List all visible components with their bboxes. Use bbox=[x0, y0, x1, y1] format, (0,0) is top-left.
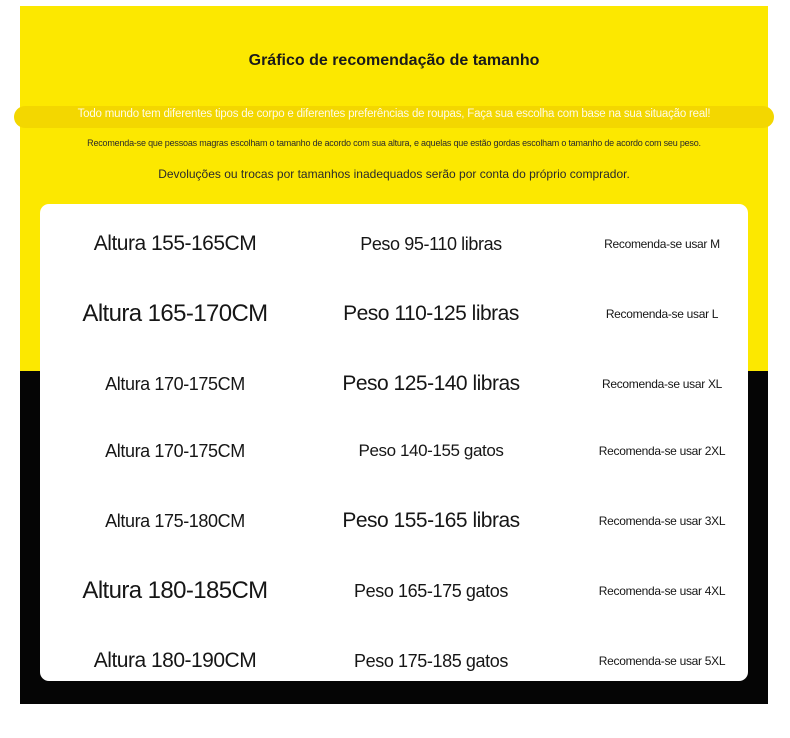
recommended-size: Recomenda-se usar L bbox=[605, 307, 719, 321]
body-type-note: Todo mundo tem diferentes tipos de corpo e diferentes preferências de roupas, Faça sua escolha com base na sua situação real! bbox=[77, 108, 711, 120]
weight-range: Peso 165-175 gatos bbox=[354, 581, 508, 601]
table-row bbox=[40, 418, 748, 484]
weight-range: Peso 155-165 libras bbox=[342, 509, 520, 532]
size-table bbox=[40, 204, 748, 681]
table-row bbox=[40, 351, 748, 417]
height-range: Altura 180-190CM bbox=[93, 649, 257, 672]
table-row bbox=[40, 281, 748, 347]
recommended-size: Recomenda-se usar 4XL bbox=[598, 584, 726, 598]
recommended-size: Recomenda-se usar 3XL bbox=[598, 514, 726, 528]
height-range: Altura 180-185CM bbox=[82, 577, 268, 604]
height-range: Altura 165-170CM bbox=[82, 300, 268, 327]
height-range: Altura 170-175CM bbox=[105, 374, 245, 394]
weight-range: Peso 110-125 libras bbox=[343, 302, 519, 325]
height-range: Altura 175-180CM bbox=[105, 511, 245, 531]
table-row bbox=[40, 558, 748, 624]
recommended-size: Recomenda-se usar M bbox=[604, 237, 720, 251]
size-chart-banner bbox=[20, 6, 768, 704]
height-range: Altura 170-175CM bbox=[105, 441, 245, 461]
height-range: Altura 155-165CM bbox=[93, 232, 257, 255]
returns-note: Devoluções ou trocas por tamanhos inadequados serão por conta do próprio comprador. bbox=[158, 167, 630, 181]
recommended-size: Recomenda-se usar XL bbox=[601, 377, 723, 391]
recommended-size: Recomenda-se usar 2XL bbox=[598, 444, 726, 458]
recommended-size: Recomenda-se usar 5XL bbox=[598, 654, 726, 668]
table-row bbox=[40, 211, 748, 277]
table-row bbox=[40, 628, 748, 694]
table-row bbox=[40, 488, 748, 554]
size-selection-note: Recomenda-se que pessoas magras escolham o tamanho de acordo com sua altura, e aquelas que estão gordas escolham o tamanho de acordo com seu peso. bbox=[87, 138, 701, 148]
weight-range: Peso 95-110 libras bbox=[360, 234, 502, 254]
page-title: Gráfico de recomendação de tamanho bbox=[248, 52, 540, 69]
weight-range: Peso 125-140 libras bbox=[342, 372, 520, 395]
weight-range: Peso 175-185 gatos bbox=[354, 651, 508, 671]
weight-range: Peso 140-155 gatos bbox=[358, 441, 504, 460]
